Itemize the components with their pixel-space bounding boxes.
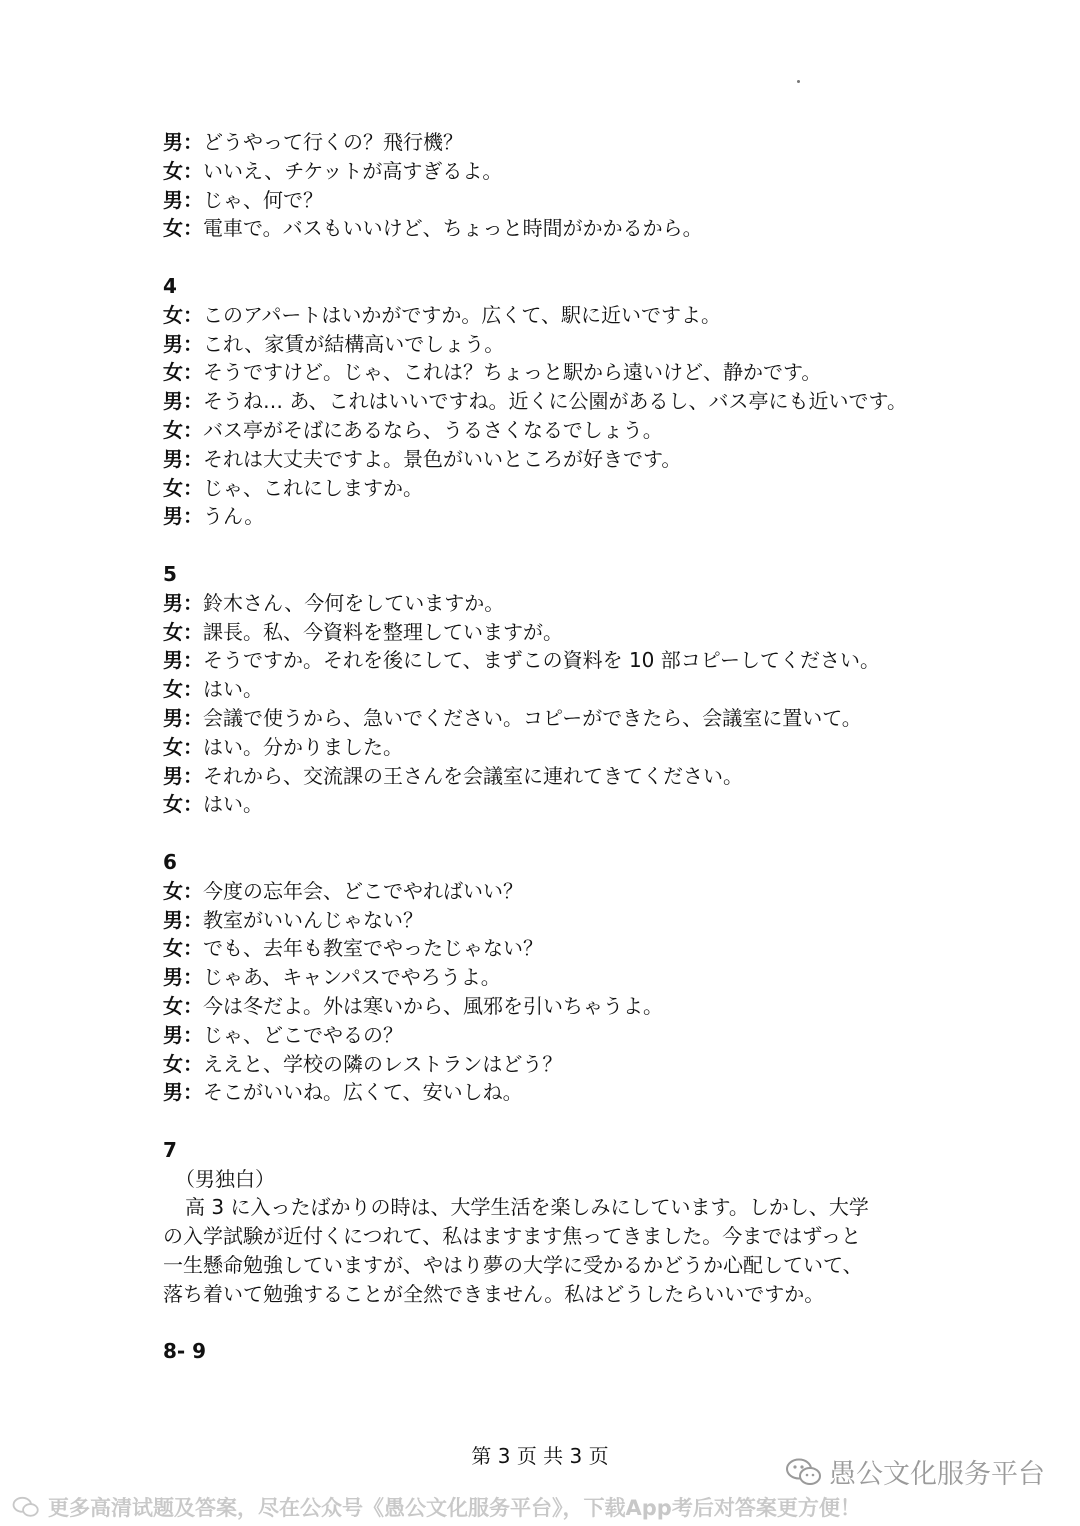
line-text: うん。 (203, 504, 265, 529)
speaker-label: 男： (163, 965, 203, 990)
line-text: そこがいいね。広くて、安いしね。 (203, 1080, 523, 1105)
watermark-footer-text: 更多高清试题及答案，尽在公众号《愚公文化服务平台》，下载App考后对答案更方便！ (48, 1496, 861, 1520)
speaker-label: 男： (163, 504, 203, 529)
line-text: はい。分かりました。 (203, 734, 403, 759)
line-text: そうですか。それを後にして、まずこの資料を 10 部コピーしてください。 (203, 648, 880, 673)
dialogue-line (163, 646, 963, 675)
dialogue-line (163, 790, 963, 819)
speaker-label: 女： (163, 417, 203, 442)
speaker-label: 女： (163, 936, 203, 961)
line-text: でも、去年も教室でやったじゃない？ (203, 936, 543, 961)
speaker-label: 男： (163, 763, 203, 788)
line-text: バス亭がそばにあるなら、うるさくなるでしょう。 (203, 417, 663, 442)
speaker-label: 男： (163, 705, 203, 730)
watermark-brand (785, 1452, 1045, 1491)
dialogue-line (163, 358, 963, 387)
dialogue-line (163, 301, 963, 330)
section-number: 4 (163, 273, 177, 298)
dialogue-section (163, 128, 963, 243)
paragraph-line: 高 3 に入ったばかりの時は、大学生活を楽しみにしています。しかし、大学 (185, 1195, 869, 1220)
line-text: そうですけど。じゃ、これは？ちょっと駅から遠いけど、静かです。 (203, 360, 822, 385)
speaker-label: 男： (163, 389, 203, 414)
speaker-label: 女： (163, 878, 203, 903)
speaker-label: 男： (163, 907, 203, 932)
line-text: このアパートはいかがですか。広くて、駅に近いですよ。 (203, 302, 721, 327)
dialogue-line (163, 474, 963, 503)
dialogue-line (163, 762, 963, 791)
line-text: それは大丈夫ですよ。景色がいいところが好きです。 (203, 446, 682, 471)
watermark-brand-text: 愚公文化服务平台 (829, 1459, 1045, 1490)
line-text: どうやって行くの？飛行機？ (203, 130, 463, 154)
speaker-label: 男： (163, 1022, 203, 1047)
paragraph-line: の入学試験が近付くにつれて、私はますます焦ってきました。今まではずっと (163, 1224, 861, 1249)
line-text: そうね… あ、これはいいですね。近くに公園があるし、バス亭にも近いです。 (203, 389, 907, 414)
speaker-label: 女： (163, 475, 203, 500)
dialogue-line (163, 416, 963, 445)
paragraph-line: 一生懸命勉強していますが、やはり夢の大学に受かるかどうか心配していて、 (163, 1253, 863, 1278)
dialogue-line (163, 1050, 963, 1079)
speaker-label: 女： (163, 792, 203, 817)
paragraph-line: 落ち着いて勉強することが全然できません。私はどうしたらいいですか。 (163, 1281, 825, 1306)
dialogue-line (163, 214, 963, 243)
page-number: 第 3 页 共 3 页 (471, 1444, 609, 1468)
speaker-label: 女： (163, 216, 203, 241)
speaker-label: 男： (163, 590, 203, 615)
speaker-label: 男： (163, 331, 203, 356)
dialogue-line (163, 1021, 963, 1050)
line-text: 今度の忘年会、どこでやればいい？ (203, 878, 523, 903)
wechat-icon (785, 1457, 823, 1487)
line-text: じゃ、何で？ (203, 187, 323, 212)
speaker-label: 女： (163, 302, 203, 327)
monologue-section (163, 1136, 963, 1309)
monologue-paragraph (163, 1193, 963, 1308)
speaker-label: 女： (163, 734, 203, 759)
dialogue-line (163, 330, 963, 359)
section-number: 6 (163, 849, 177, 874)
line-text: じゃあ、キャンパスでやろうよ。 (203, 965, 501, 990)
dialogue-section (163, 272, 963, 531)
speaker-label: 男： (163, 648, 203, 673)
document-content (163, 128, 963, 1366)
speaker-label: 男： (163, 446, 203, 471)
dialogue-line (163, 992, 963, 1021)
speaker-label: 女： (163, 677, 203, 702)
watermark-footer (12, 1492, 861, 1522)
speaker-label: 女： (163, 158, 203, 183)
dialogue-section (163, 848, 963, 1107)
line-text: ええと、学校の隣のレストランはどう？ (203, 1051, 563, 1076)
dialogue-line (163, 128, 963, 157)
dialogue-line (163, 387, 963, 416)
dialogue-line (163, 675, 963, 704)
dialogue-line (163, 877, 963, 906)
line-text: はい。 (203, 792, 263, 817)
dialogue-line (163, 934, 963, 963)
dialogue-line (163, 906, 963, 935)
speaker-label: 女： (163, 360, 203, 385)
dialogue-line (163, 1078, 963, 1107)
wechat-icon (12, 1496, 40, 1518)
section-number: 7 (163, 1137, 177, 1162)
dialogue-line (163, 445, 963, 474)
line-text: 課長。私、今資料を整理していますが。 (203, 619, 563, 644)
dialogue-line (163, 618, 963, 647)
line-text: 会議で使うから、急いでください。コピーができたら、会議室に置いて。 (203, 705, 862, 730)
dialogue-line (163, 733, 963, 762)
line-text: 教室がいいんじゃない？ (203, 907, 423, 932)
dialogue-line (163, 186, 963, 215)
dialogue-line (163, 589, 963, 618)
corner-dot (797, 80, 800, 83)
line-text: 電車で。バスもいいけど、ちょっと時間がかかるから。 (203, 216, 703, 241)
line-text: はい。 (203, 677, 263, 702)
monologue-note: （男独白） (175, 1166, 275, 1191)
dialogue-section (163, 560, 963, 819)
dialogue-line (163, 963, 963, 992)
dialogue-line (163, 502, 963, 531)
dialogue-line (163, 704, 963, 733)
line-text: じゃ、どこでやるの？ (203, 1022, 403, 1047)
line-text: それから、交流課の王さんを会議室に連れてきてください。 (203, 763, 743, 788)
speaker-label: 女： (163, 993, 203, 1018)
line-text: じゃ、これにしますか。 (203, 475, 423, 500)
section-number: 8- 9 (163, 1339, 207, 1364)
line-text: 今は冬だよ。外は寒いから、風邪を引いちゃうよ。 (203, 993, 663, 1018)
speaker-label: 男： (163, 187, 203, 212)
speaker-label: 男： (163, 130, 203, 154)
line-text: 鈴木さん、今何をしていますか。 (203, 590, 505, 615)
speaker-label: 女： (163, 619, 203, 644)
speaker-label: 女： (163, 1051, 203, 1076)
section-number: 5 (163, 561, 177, 586)
dialogue-line (163, 157, 963, 186)
line-text: いいえ、チケットが高すぎるよ。 (203, 158, 503, 183)
speaker-label: 男： (163, 1080, 203, 1105)
line-text: これ、家賃が結構高いでしょう。 (203, 331, 505, 356)
